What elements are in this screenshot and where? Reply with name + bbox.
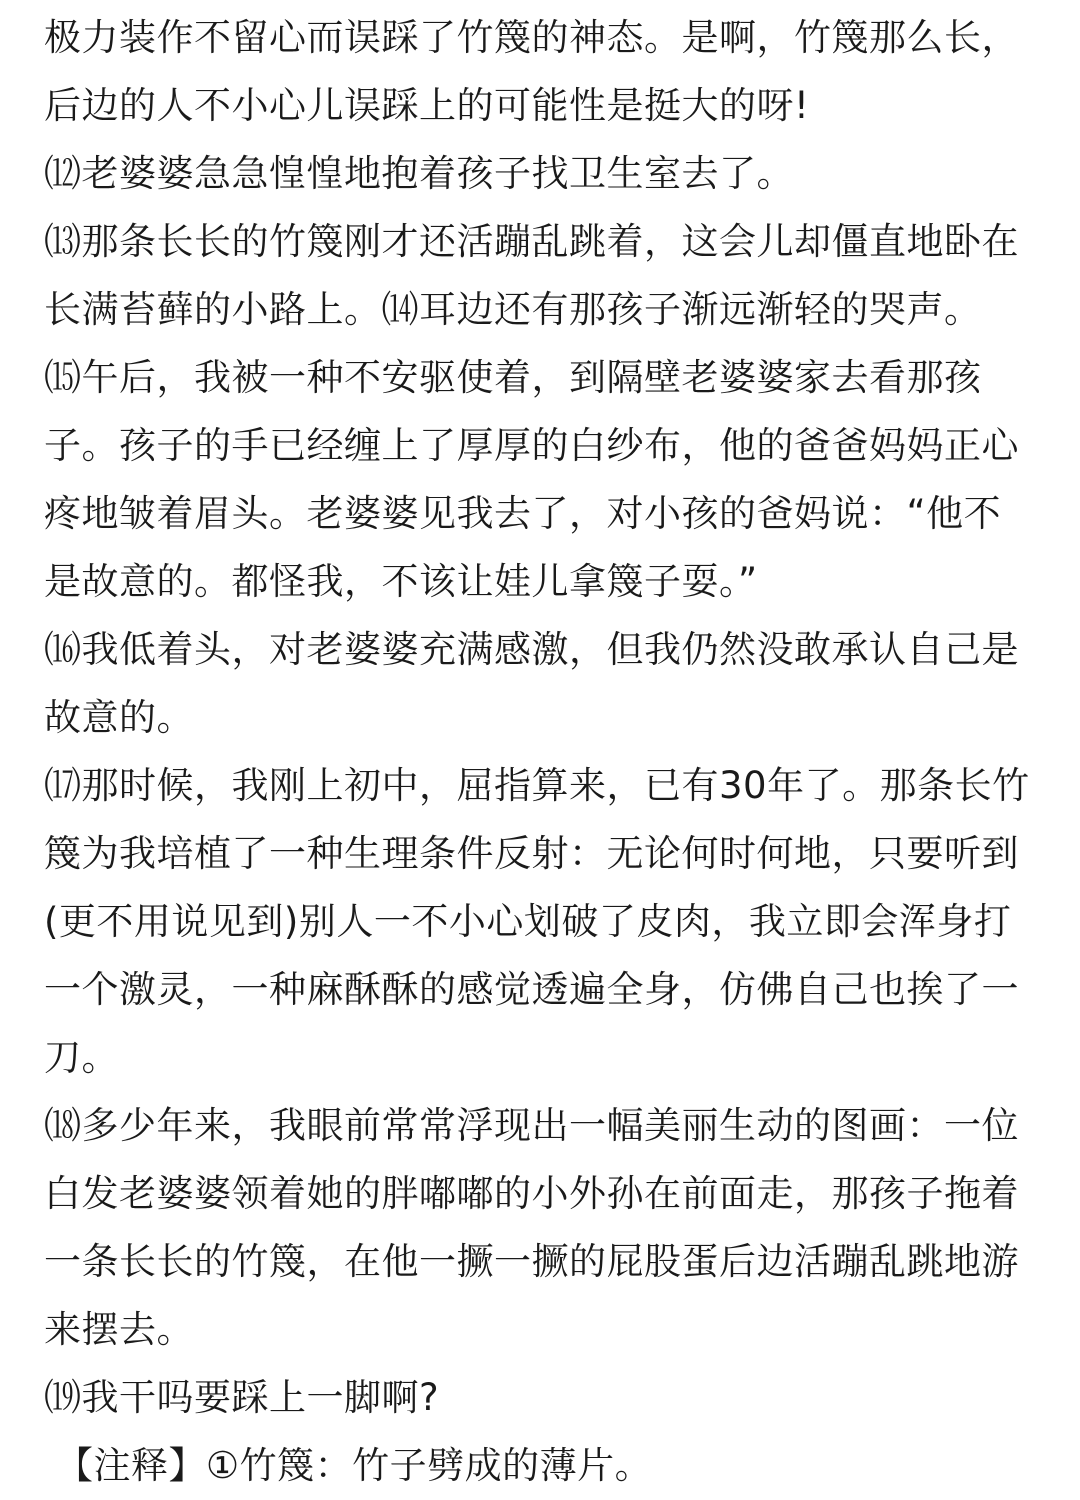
paragraph-15: ⒂午后，我被一种不安驱使着，到隔壁老婆婆家去看那孩 <box>44 356 982 399</box>
document-page <box>44 4 1044 1500</box>
paragraph-12: ⑿老婆婆急急惶惶地抱着孩子找卫生室去了。 <box>44 152 794 195</box>
annotation-note: 【注释】①竹篾：竹子劈成的薄片。 <box>56 1444 653 1487</box>
text-line: 白发老婆婆领着她的胖嘟嘟的小外孙在前面走，那孩子拖着 <box>44 1172 1019 1215</box>
text-line: 长满苔藓的小路上。⒁耳边还有那孩子渐远渐轻的哭声。 <box>44 288 982 331</box>
paragraph-19: ⒆我干吗要踩上一脚啊? <box>44 1376 440 1419</box>
text-line: 一个激灵，一种麻酥酥的感觉透遍全身，仿佛自己也挨了一 <box>44 968 1019 1011</box>
text-line: 篾为我培植了一种生理条件反射：无论何时何地，只要听到 <box>44 832 1019 875</box>
text-line: 一条长长的竹篾，在他一撅一撅的屁股蛋后边活蹦乱跳地游 <box>44 1240 1019 1283</box>
paragraph-18: ⒅多少年来，我眼前常常浮现出一幅美丽生动的图画：一位 <box>44 1104 1019 1147</box>
text-line: 子。孩子的手已经缠上了厚厚的白纱布，他的爸爸妈妈正心 <box>44 424 1019 467</box>
text-line: 疼地皱着眉头。老婆婆见我去了，对小孩的爸妈说：“他不 <box>44 492 1002 535</box>
text-line: 来摆去。 <box>44 1308 194 1351</box>
text-line: (更不用说见到)别人一不小心划破了皮肉，我立即会浑身打 <box>44 900 1012 943</box>
text-line: 刀。 <box>44 1036 119 1079</box>
text-line: 后边的人不小心儿误踩上的可能性是挺大的呀! <box>44 84 810 127</box>
text-line: 极力装作不留心而误踩了竹篾的神态。是啊，竹篾那么长， <box>44 16 1019 59</box>
paragraph-17: ⒄那时候，我刚上初中，屈指算来，已有30年了。那条长竹 <box>44 764 1030 807</box>
text-line: 故意的。 <box>44 696 194 739</box>
paragraph-16: ⒃我低着头，对老婆婆充满感激，但我仍然没敢承认自己是 <box>44 628 1019 671</box>
paragraph-13: ⒀那条长长的竹篾刚才还活蹦乱跳着，这会儿却僵直地卧在 <box>44 220 1019 263</box>
text-line: 是故意的。都怪我，不该让娃儿拿篾子耍。” <box>44 560 758 603</box>
